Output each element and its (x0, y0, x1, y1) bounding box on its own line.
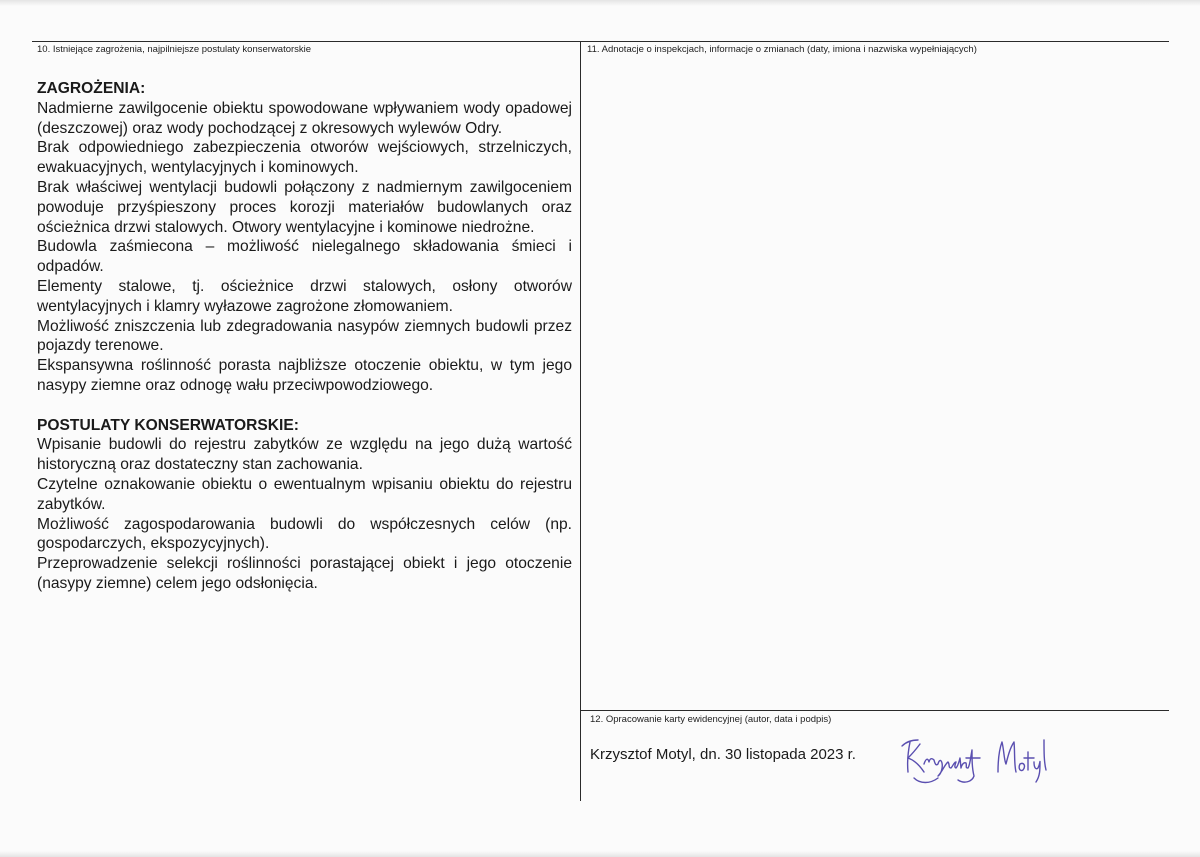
signature-stroke (924, 750, 974, 782)
scan-top-edge (0, 0, 1200, 6)
handwritten-signature (898, 728, 1058, 790)
section-spacer (37, 396, 572, 416)
signature-stroke (998, 742, 1016, 772)
author-line: Krzysztof Motyl, dn. 30 listopada 2023 r. (590, 746, 856, 763)
threat-item: Nadmierne zawilgocenie obiektu spowodowane wpływaniem wody opadowej (deszczowej) oraz wody pochodzącej z okresowych wylewów Odry. (37, 99, 572, 137)
section11-label: 11. Adnotacje o inspekcjach, informacje o zmianach (daty, imiona i nazwiska wypełniających) (587, 44, 977, 55)
section10-label: 10. Istniejące zagrożenia, najpilniejsze postulaty konserwatorskie (37, 44, 312, 55)
postulate-item: Możliwość zagospodarowania budowli do współczesnych celów (np. gospodarczych, ekspozycyjnych). (37, 515, 572, 553)
column-divider (580, 41, 581, 801)
threat-item: Ekspansywna roślinność porasta najbliższe otoczenie obiektu, w tym jego nasypy ziemne oraz odnogę wału przeciwpowodziowego. (37, 357, 572, 394)
postulate-item: Wpisanie budowli do rejestru zabytków ze względu na jego dużą wartość historyczną oraz dostateczny stan zachowania. (37, 436, 572, 474)
threats-heading: ZAGROŻENIA: (37, 80, 146, 97)
section12-rule (580, 710, 1169, 711)
postulates-heading: POSTULATY KONSERWATORSKIE: (37, 416, 299, 434)
postulate-item: Przeprowadzenie selekcji roślinności porastającej obiekt i jego otoczenie (nasypy ziemne) celem jego odsłonięcia. (37, 555, 572, 592)
postulate-item: Czytelne oznakowanie obiektu o ewentualnym wpisaniu obiektu do rejestru zabytków. (37, 475, 572, 513)
scan-bottom-edge (0, 851, 1200, 857)
threat-item: Brak właściwej wentylacji budowli połączony z nadmiernym zawilgoceniem powoduje przyśpieszony proces korozji materiałów budowlanych oraz ościeżnica drzwi stalowych. Otwory wentylacyjne i kominowe niedrożne. (37, 178, 572, 236)
threat-item: Możliwość zniszczenia lub zdegradowania nasypów ziemnych budowli przez pojazdy terenowe. (37, 317, 572, 355)
section12-label: 12. Opracowanie karty ewidencyjnej (autor, data i podpis) (590, 714, 832, 725)
threat-item: Brak odpowiedniego zabezpieczenia otworów wejściowych, strzelniczych, ewakuacyjnych, wentylacyjnych i kominowych. (37, 139, 572, 177)
threat-item: Elementy stalowe, tj. ościeżnice drzwi stalowych, osłony otworów wentylacyjnych i klamry wyłazowe zagrożone złomowaniem. (37, 277, 572, 315)
threat-item: Budowla zaśmiecona – możliwość nielegalnego składowania śmieci i odpadów. (37, 238, 572, 276)
signature-stroke (914, 778, 938, 783)
section10-content (37, 79, 572, 594)
top-rule (32, 41, 1169, 42)
signature-stroke (908, 744, 924, 772)
signature-stroke (1019, 740, 1046, 782)
